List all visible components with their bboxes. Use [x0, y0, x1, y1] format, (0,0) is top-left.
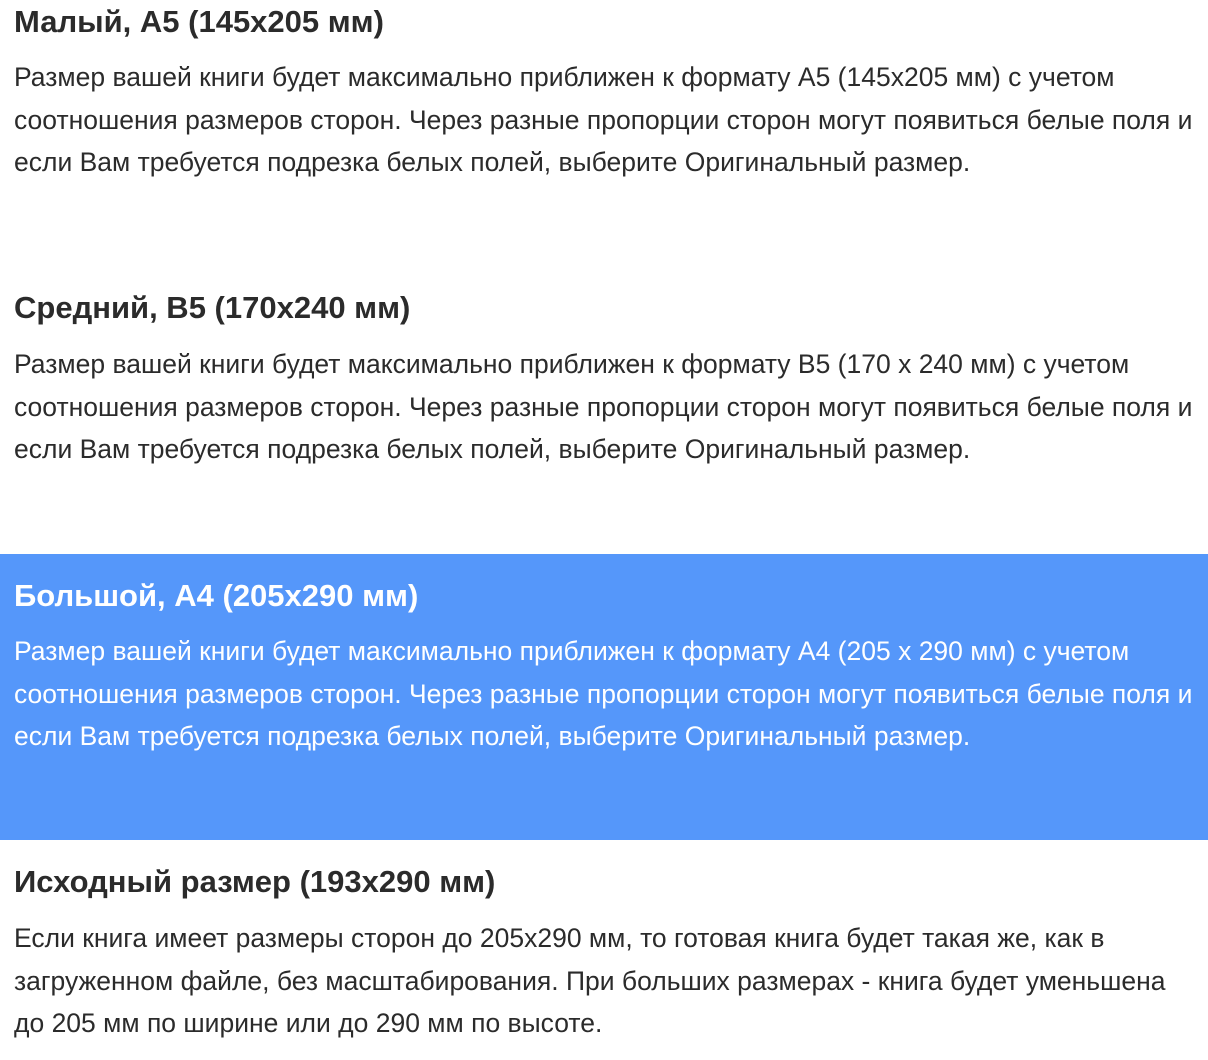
size-option-large-a4[interactable]	[0, 554, 1208, 840]
size-option-title: Большой, А4 (205x290 мм)	[14, 578, 419, 613]
size-option-title: Исходный размер (193x290 мм)	[14, 864, 496, 899]
size-option-small-a5[interactable]	[0, 0, 1208, 266]
size-option-original[interactable]	[0, 840, 1208, 1060]
size-option-description: Размер вашей книги будет максимально приближен к формату А4 (205 x 290 мм) с учетом соотношения размеров сторон. Через разные пропорции сторон могут появиться белые поля и если Вам требуется подрезка белых полей, выберите Оригинальный размер.	[14, 636, 1193, 751]
size-option-medium-b5[interactable]	[0, 266, 1208, 554]
size-option-description: Размер вашей книги будет максимально приближен к формату B5 (170 x 240 мм) с учетом соотношения размеров сторон. Через разные пропорции сторон могут появиться белые поля и если Вам требуется подрезка белых полей, выберите Оригинальный размер.	[14, 349, 1193, 464]
size-option-description: Если книга имеет размеры сторон до 205x290 мм, то готовая книга будет такая же, как в загруженном файле, без масштабирования. При больших размерах - книга будет уменьшена до 205 мм по ширине или до 290 мм по высоте.	[14, 923, 1166, 1038]
size-option-title: Средний, B5 (170x240 мм)	[14, 290, 411, 325]
size-option-title: Малый, А5 (145x205 мм)	[14, 4, 384, 39]
size-option-description: Размер вашей книги будет максимально приближен к формату А5 (145x205 мм) с учетом соотношения размеров сторон. Через разные пропорции сторон могут появиться белые поля и если Вам требуется подрезка белых полей, выберите Оригинальный размер.	[14, 62, 1193, 177]
